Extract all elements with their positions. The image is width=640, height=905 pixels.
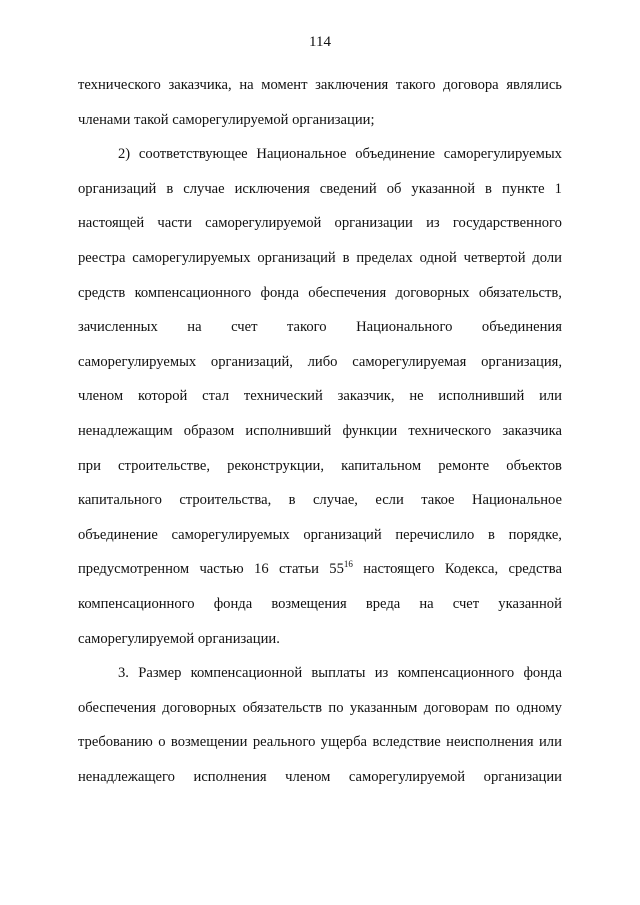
word: на — [419, 595, 434, 612]
word: саморегулируемых — [78, 353, 197, 370]
word: организация, — [481, 353, 562, 370]
word: исполнивший — [245, 422, 332, 439]
word: технического — [78, 77, 161, 93]
word: по — [494, 699, 510, 716]
word: членом — [78, 388, 124, 405]
word: которой — [137, 388, 188, 405]
word: членом — [285, 768, 331, 785]
word: договорам — [423, 699, 489, 716]
text-line — [78, 206, 562, 241]
word: членами — [78, 111, 135, 128]
word: одной — [419, 249, 457, 266]
superscript: 16 — [343, 559, 353, 570]
text-line — [78, 276, 562, 311]
text-line — [78, 760, 562, 795]
word: пределах — [356, 249, 413, 266]
word: заказчика — [502, 422, 562, 439]
word: организации — [483, 768, 562, 785]
word: части — [157, 215, 192, 232]
word: компенсационного — [78, 595, 195, 612]
word: исключения — [234, 180, 310, 197]
word: предусмотренном — [78, 561, 190, 578]
word: настоящей — [78, 215, 145, 232]
word: саморегулируемой — [78, 630, 198, 647]
text-line — [78, 345, 562, 380]
word: такого — [286, 319, 327, 336]
word: обеспечения — [308, 284, 387, 301]
word: обязательств, — [478, 284, 562, 301]
word: технический — [243, 388, 323, 405]
word: саморегулируемой — [172, 111, 293, 128]
word: указанной — [411, 180, 476, 197]
word: Кодекса, — [444, 561, 499, 578]
word: организации; — [292, 111, 375, 128]
text-line — [78, 622, 562, 657]
word: зачисленных — [78, 319, 158, 336]
word: такое — [421, 492, 455, 509]
word: саморегулируемых — [171, 526, 290, 543]
word: капитальном — [341, 457, 422, 474]
word: в — [288, 492, 296, 509]
word: из — [374, 665, 389, 682]
word: случае, — [312, 492, 358, 509]
word: требованию — [78, 734, 153, 751]
word: исполнивший — [438, 388, 525, 405]
text-line — [78, 310, 562, 345]
word: счет — [231, 319, 258, 336]
word: объединение — [355, 146, 436, 163]
word: 2) — [118, 146, 131, 163]
word: строительства, — [179, 492, 272, 509]
word: при — [78, 457, 101, 474]
word: статьи — [278, 561, 319, 578]
word: обязательств — [242, 699, 323, 716]
word: $55^{16}$ — [329, 559, 353, 578]
word: либо — [307, 353, 338, 370]
word: четвертой — [463, 249, 526, 266]
word: реестра — [78, 249, 126, 266]
word: организации. — [197, 630, 280, 647]
word: саморегулируемая — [352, 353, 467, 370]
word: организаций — [78, 180, 157, 197]
word: организации — [334, 215, 413, 232]
word: средства — [508, 561, 562, 578]
text-line — [78, 68, 562, 103]
word: функции — [342, 422, 398, 439]
word: на — [187, 319, 202, 336]
word: фонда — [523, 665, 562, 682]
word: ненадлежащего — [78, 768, 175, 785]
word: заказчик, — [337, 388, 395, 405]
word: государственного — [452, 215, 562, 232]
word: технического — [408, 422, 492, 439]
word: договорных — [162, 699, 237, 716]
word: момент — [261, 77, 308, 93]
word: перечислило — [395, 526, 475, 543]
page-number: 114 — [309, 34, 331, 50]
word: в — [488, 526, 495, 543]
word: в — [166, 180, 174, 197]
word: саморегулируемой — [205, 215, 322, 232]
word: 3. — [118, 665, 129, 682]
word: сведений — [319, 180, 377, 197]
word: являлись — [506, 77, 562, 93]
word: если — [375, 492, 404, 509]
word: саморегулируемой — [348, 768, 466, 785]
word: неисполнения — [446, 734, 534, 751]
text-line — [78, 587, 562, 622]
word: ремонте — [438, 457, 490, 474]
word: о — [158, 734, 166, 751]
word: саморегулируемых — [132, 249, 251, 266]
word: средств — [78, 284, 126, 301]
word: или — [539, 734, 562, 751]
word: одному — [516, 699, 562, 716]
word: фонда — [213, 595, 253, 612]
word: фонда — [260, 284, 299, 301]
word: реконструкции, — [227, 457, 325, 474]
word: ущерба — [320, 734, 368, 751]
word: частью — [199, 561, 244, 578]
word: такой — [134, 111, 173, 128]
word: компенсационной — [190, 665, 303, 682]
word: Национального — [356, 319, 453, 336]
word: Размер — [138, 665, 182, 682]
text-line — [78, 241, 562, 276]
word: такого — [395, 77, 436, 93]
word: Национальное — [471, 492, 562, 509]
word: выплаты — [311, 665, 366, 682]
word: указанной — [498, 595, 562, 612]
word: об — [386, 180, 402, 197]
word: саморегулируемых — [443, 146, 562, 163]
word: доли — [532, 249, 562, 266]
word: возмещения — [271, 595, 347, 612]
word: договорных — [395, 284, 470, 301]
word: пункте — [501, 180, 545, 197]
word: порядке, — [508, 526, 562, 543]
word: организаций — [303, 526, 382, 543]
text-line — [78, 137, 562, 172]
word: настоящего — [363, 561, 435, 578]
word: образом — [183, 422, 235, 439]
word: исполнения — [193, 768, 267, 785]
text-line — [78, 483, 562, 518]
word: объектов — [506, 457, 562, 474]
word: 1 — [554, 180, 562, 197]
word: случае — [183, 180, 225, 197]
word: соответствующее — [138, 146, 248, 163]
word: строительстве, — [118, 457, 211, 474]
word: объединение — [78, 526, 158, 543]
text-line — [78, 656, 562, 691]
word: ненадлежащим — [78, 422, 173, 439]
word: заказчика, — [168, 77, 232, 93]
word: Национальное — [256, 146, 347, 163]
word: на — [239, 77, 254, 93]
word: не — [409, 388, 424, 405]
word: вследствие — [372, 734, 441, 751]
word: заключения — [315, 77, 389, 93]
word: или — [539, 388, 562, 405]
text-line — [78, 379, 562, 414]
text-line — [78, 414, 562, 449]
word: возмещении — [170, 734, 248, 751]
word: в — [485, 180, 492, 197]
text-line — [78, 172, 562, 207]
word: из — [426, 215, 440, 232]
word: 16 — [254, 561, 269, 578]
text-line — [78, 552, 562, 587]
word: в — [342, 249, 350, 266]
text-line — [78, 449, 562, 484]
text-line — [78, 103, 562, 138]
text-line — [78, 518, 562, 553]
word: стал — [202, 388, 230, 405]
word: реального — [252, 734, 316, 751]
document-body — [78, 68, 562, 794]
word: указанным — [349, 699, 418, 716]
word: организаций — [257, 249, 336, 266]
word: организаций, — [210, 353, 293, 370]
text-line — [78, 691, 562, 726]
word: вреда — [365, 595, 401, 612]
word: объединения — [481, 319, 562, 336]
word: капитального — [78, 492, 162, 509]
word: счет — [452, 595, 480, 612]
word: обеспечения — [78, 699, 156, 716]
word: по — [328, 699, 344, 716]
word: компенсационного — [397, 665, 515, 682]
word: договора — [443, 77, 499, 93]
text-line — [78, 725, 562, 760]
word: компенсационного — [134, 284, 252, 301]
